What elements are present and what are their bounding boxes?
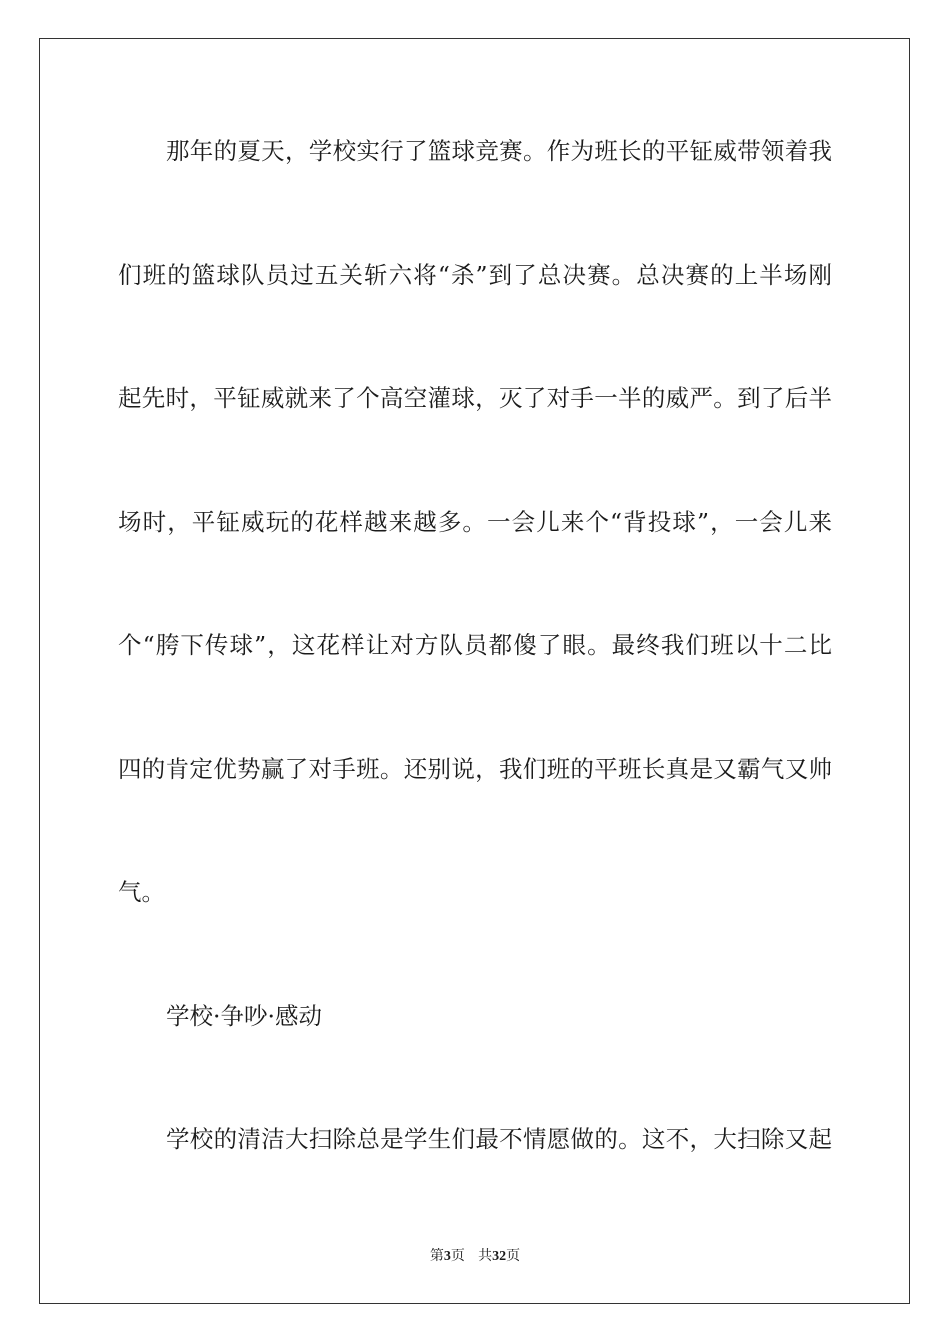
paragraph-1-line-3: 起先时，平钲威就来了个高空灌球，灭了对手一半的威严。到了后半: [118, 384, 832, 412]
paragraph-1-line-6: 四的肯定优势赢了对手班。还别说，我们班的平班长真是又霸气又帅: [118, 755, 832, 783]
page-footer: [0, 1247, 950, 1266]
page-border: [39, 38, 910, 1304]
footer-page-suffix: 页: [450, 1248, 465, 1264]
paragraph-1-line-4: 场时，平钲威玩的花样越来越多。一会儿来个“背投球”，一会儿来: [118, 508, 832, 536]
paragraph-1-line-1: 那年的夏天，学校实行了篮球竞赛。作为班长的平钲威带领着我: [166, 137, 832, 165]
footer-page-prefix: 第: [429, 1248, 444, 1264]
footer-total-suffix: 页: [506, 1248, 521, 1264]
footer-page-current: 3: [443, 1249, 451, 1264]
footer-total-prefix: 共: [478, 1248, 493, 1264]
section-heading: 学校·争吵·感动: [166, 1002, 322, 1030]
paragraph-2-line-1: 学校的清洁大扫除总是学生们最不情愿做的。这不，大扫除又起: [166, 1125, 832, 1153]
paragraph-1-line-5: 个“胯下传球”，这花样让对方队员都傻了眼。最终我们班以十二比: [118, 631, 832, 659]
paragraph-1-line-2: 们班的篮球队员过五关斩六将“杀”到了总决赛。总决赛的上半场刚: [118, 261, 832, 289]
footer-page-total: 32: [492, 1249, 507, 1264]
paragraph-1-line-7: 气。: [118, 878, 165, 906]
